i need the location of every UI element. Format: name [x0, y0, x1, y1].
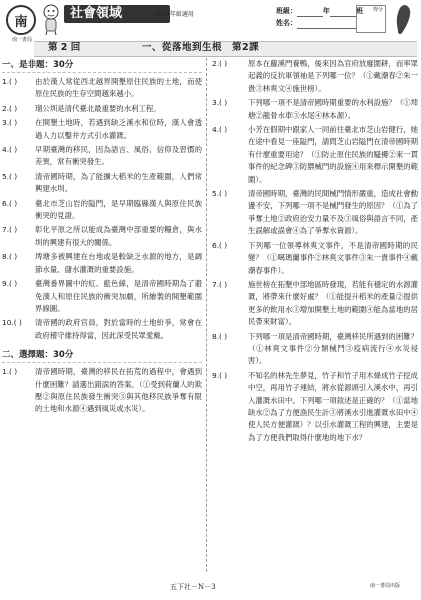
question-text: 臺北市芝山岩的隘門，是早期臨縣漢人與原住民族衝突的見證。 [35, 198, 202, 221]
answer-blank[interactable]: 6.( ) [2, 198, 18, 208]
question-text: 原本在蘿溪門養鴨，後來因為官府放廢圍耕，而率眾起義的反抗軍領袖是下列哪一位？（①戴潮春②朱一貴③林爽文④施世榜）。 [248, 59, 418, 93]
question-item [2, 366, 202, 416]
question-text: 下列哪一項是清帝國時期，臺灣移民所遇到的困難？（①林爽文事件②分類械鬥③疫病流行④水災侵害）。 [248, 331, 418, 366]
answer-blank[interactable]: 8.( ) [2, 252, 18, 262]
footer [0, 580, 421, 596]
question-item [212, 188, 418, 238]
question-item [2, 103, 202, 115]
question-text: 清帝國時期，為了能擴大稻米的生產範圍，人們常興建水圳。 [35, 171, 202, 194]
question-text: 臺灣番界圖中的紅、藍色線，是清帝國時期為了避免漢人和原住民族的衝突加劇，所繪製的開墾範圍界線圖。 [35, 279, 202, 313]
year-label: 年 [323, 7, 330, 15]
logo-char: 南 [14, 14, 28, 30]
name-field[interactable] [297, 28, 357, 29]
question-item [212, 124, 418, 186]
left-column [2, 58, 202, 418]
question-item [2, 317, 202, 342]
subject-title: 社會領域 [64, 5, 170, 23]
answer-blank[interactable]: 8.( ) [212, 331, 228, 341]
question-item [212, 370, 418, 444]
question-text: 早期臺灣的移民，因為語言、風俗、信仰及習慣的差異，常有衝突發生。 [35, 145, 202, 167]
answer-blank[interactable]: 5.( ) [212, 189, 228, 199]
question-item [212, 240, 418, 277]
answer-blank[interactable]: 4.( ) [212, 125, 228, 135]
answer-blank[interactable]: 4.( ) [2, 145, 18, 155]
question-item [212, 279, 418, 329]
question-text: 彰化平原之所以能成為臺灣中部重要的糧倉，與水圳的興建有很大的關係。 [35, 225, 202, 247]
question-item [2, 76, 202, 101]
page-number: 五下社－N－3 [170, 583, 216, 591]
answer-blank[interactable]: 3.( ) [212, 98, 228, 108]
taiwan-map-icon [390, 3, 416, 37]
question-text: 埤塘多被興建在台地或是較缺乏水源的地方，是調節水量、儲水灌溉的重要設施。 [35, 252, 202, 274]
answer-blank[interactable]: 5.( ) [2, 171, 18, 181]
student-info [276, 5, 363, 29]
question-text: 下列哪一位領導林爽文事件，不是清帝國時期的民變？（①噶瑪蘭事件②林爽文事件③朱一貴事件④戴潮春事件）。 [248, 240, 418, 275]
grade-label: 國小5年級適用 [154, 11, 194, 18]
question-item [212, 331, 418, 368]
mascot-icon [40, 3, 62, 35]
name-label: 姓名： [276, 19, 297, 27]
question-text: 小芳在假期中跟家人一同前往臺北市芝山岩健行，她在途中看見一座隘門，請問芝山岩隘門在清帝國時期有什麼重要用途？（①防止原住民族的騷擾②來一貫事件的紀念碑③防禦械鬥的設施④用來標示開墾的範圍）。 [248, 125, 418, 184]
question-item [212, 97, 418, 122]
header [4, 3, 417, 43]
question-item [2, 171, 202, 196]
question-item [2, 117, 202, 142]
answer-blank[interactable]: 2.( ) [212, 59, 228, 68]
logo-subtitle: 南一書局 [11, 37, 32, 43]
score-label: 得分 [372, 7, 383, 13]
answer-blank[interactable]: 1.( ) [2, 367, 18, 377]
question-text: 瑠公圳是清代臺北最重要的水利工程。 [35, 103, 161, 113]
answer-blank[interactable]: 9.( ) [212, 370, 228, 380]
section-choice: 二、選擇題：30分 [2, 348, 202, 363]
question-text: 施世榜在拓墾中部地區時發現，若能有穩定的水源灌溉，將帶來什麼好處？（①能提升稻米的產量②提供更多的飲用水③增加開墾土地的範圍④能為當地的居民帶來財富）。 [248, 279, 418, 327]
question-item [2, 278, 202, 315]
column-divider [206, 58, 207, 572]
answer-blank[interactable]: 2.( ) [2, 103, 18, 113]
question-item [212, 58, 418, 95]
answer-blank[interactable]: 10.( ) [2, 318, 22, 328]
answer-blank[interactable]: 1.( ) [2, 77, 18, 86]
unit-title: 一、從落地到生根 第2課 [142, 42, 260, 53]
publisher-logo [6, 5, 36, 35]
question-item [2, 251, 202, 276]
score-box[interactable] [356, 5, 386, 33]
right-column [212, 58, 418, 446]
answer-blank[interactable]: 6.( ) [212, 240, 228, 250]
publisher-footer: 南一書局出版 [370, 583, 401, 589]
question-text: 在開墾土地時，若遇到缺乏溪水和位時，漢人會透過人力以鑿井方式引水灌溉。 [35, 118, 202, 140]
class-label: 班級： [276, 7, 297, 15]
question-item [2, 224, 202, 249]
answer-blank[interactable]: 9.( ) [2, 279, 18, 289]
answer-blank[interactable]: 7.( ) [212, 279, 228, 289]
class-unit-label: 班 [356, 7, 363, 15]
section-true-false: 一、是非題：30分 [2, 58, 202, 73]
question-text: 清帝國時期，臺灣的民間械鬥情形嚴重，造成社會動盪不安，下列哪一項不是械鬥發生的原因？（①為了爭奪土地②政府治安力量不及③風俗與語言不同，產生誤解或誤會④為了爭奪水資源）。 [248, 189, 418, 236]
answer-blank[interactable]: 7.( ) [2, 225, 18, 235]
lesson-number: 第 2 回 [48, 42, 81, 53]
question-text: 由於漢人常從西北越界開墾原住民族的土地，而使原住民族的生存空間越來越小。 [35, 77, 202, 99]
question-text: 清帝國的政府官員，對於當時的土地紛爭，常會在政府稽守維持得當，因此深受民眾愛戴。 [35, 318, 202, 340]
question-item [2, 144, 202, 169]
question-text: 清帝國時期，臺灣的移民在拓荒的過程中，會遇到什麼困難？請選出錯誤的答案。（①受到荷蘭人的欺壓②與原住民族發生衝突③與其他移民族爭奪有限的土地和水源④遇到風災或水災）。 [35, 367, 202, 414]
question-item [2, 198, 202, 223]
question-text: 不知名的林先生夢見，竹子和竹子用木條成竹子挖成中空，再用竹子連結，將水從源頭引入溪水中，再引入灌溉水田中。下列哪一項敘述是正確的？（①當地缺水②為了方便漁民生計③將溪水引進灌溉水田中④使人民方便灌溉）？以引水灌溉工程的興建，主要是為了方便我們取得什麼地的地下水？ [248, 370, 418, 442]
answer-blank[interactable]: 3.( ) [2, 118, 18, 128]
question-text: 下列哪一項不是清帝國時期重要的水利設施？（①埤塘②龍骨水車③水尾④林本源）。 [248, 98, 418, 120]
